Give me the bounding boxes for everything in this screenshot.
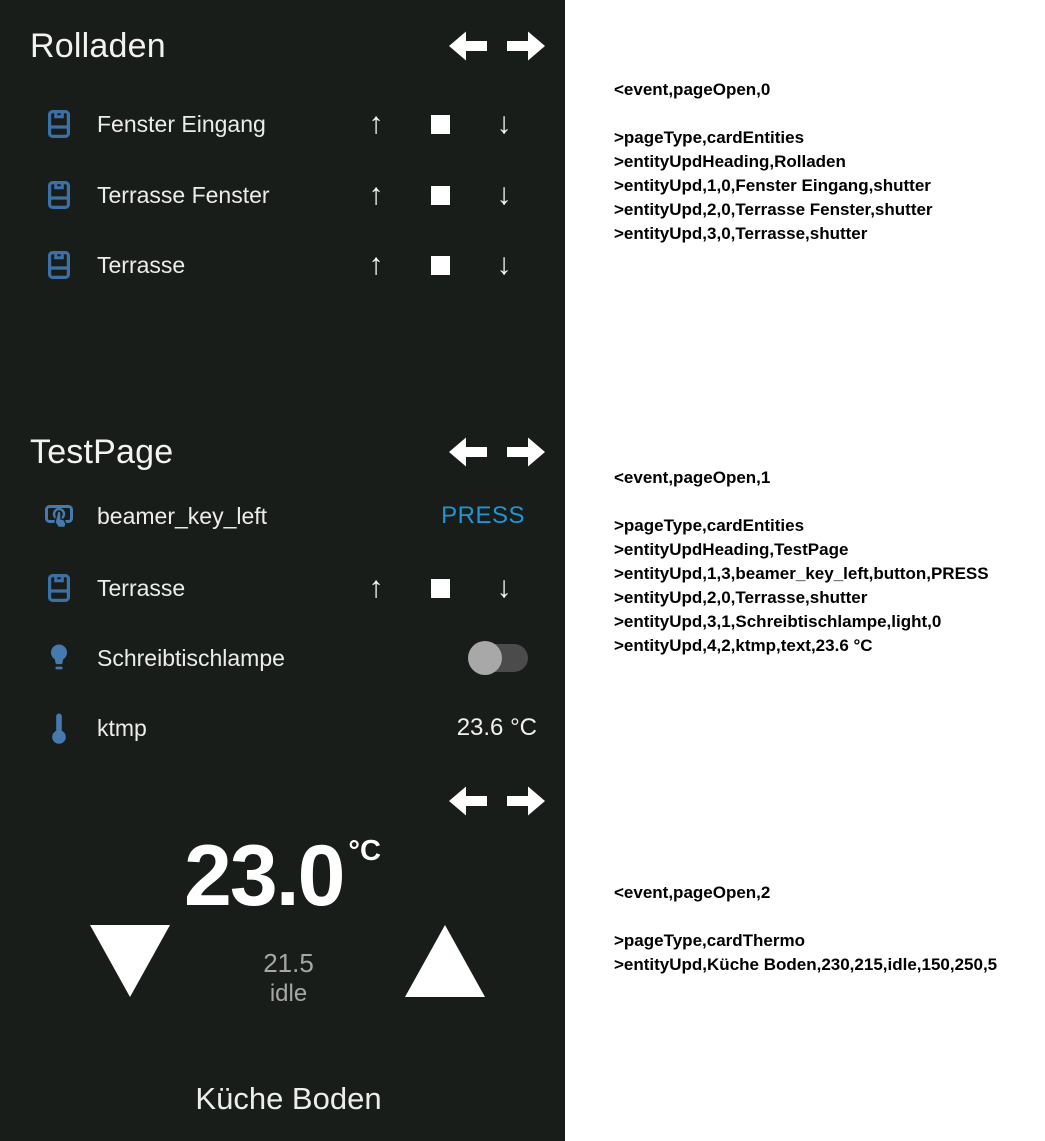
tap-button-icon [45, 502, 73, 530]
card-thermo-kueche-boden [0, 765, 565, 1141]
next-page-button[interactable] [507, 31, 545, 61]
shutter-stop-button[interactable] [426, 256, 454, 275]
sensor-value: 23.6 °C [456, 714, 537, 741]
next-page-button[interactable] [507, 786, 545, 816]
hvac-state: idle [269, 980, 308, 1007]
log-blank-line [614, 905, 997, 929]
shutter-icon [45, 109, 73, 139]
prev-page-button[interactable] [449, 786, 487, 816]
log-line: >entityUpd,1,0,Fenster Eingang,shutter [614, 176, 931, 195]
shutter-controls [362, 180, 518, 210]
card-header [30, 430, 545, 474]
entity-row [0, 171, 565, 219]
prev-page-button[interactable] [449, 437, 487, 467]
entity-row [0, 241, 565, 289]
temperature-unit: °C [348, 835, 381, 867]
page-nav [449, 786, 545, 816]
log-line: >entityUpd,4,2,ktmp,text,23.6 °C [614, 636, 873, 655]
page-nav [449, 31, 545, 61]
log-line: >entityUpd,1,3,beamer_key_left,button,PRESS [614, 564, 989, 583]
log-event-line: <event,pageOpen,1 [614, 468, 771, 487]
shutter-up-button[interactable]: ↑ [368, 107, 384, 140]
entity-label: beamer_key_left [97, 502, 268, 529]
shutter-icon [45, 573, 73, 603]
stop-icon [431, 579, 450, 598]
card-header [30, 24, 545, 68]
card-entities-rolladen [0, 0, 565, 410]
entity-label: Terrasse [97, 574, 186, 601]
current-temperature [0, 828, 565, 924]
log-line: >entityUpd,3,0,Terrasse,shutter [614, 224, 868, 243]
log-line: >entityUpd,2,0,Terrasse,shutter [614, 588, 868, 607]
stop-icon [431, 186, 450, 205]
entity-label: Schreibtischlampe [97, 644, 285, 671]
log-line: >pageType,cardEntities [614, 128, 805, 147]
entity-row [0, 100, 565, 148]
log-line: >entityUpd,2,0,Terrasse Fenster,shutter [614, 200, 933, 219]
shutter-down-button[interactable]: ↓ [496, 178, 512, 211]
page-title: TestPage [30, 432, 174, 471]
toggle-knob [468, 641, 502, 675]
page-nav [449, 437, 545, 467]
current-temperature-value: 23.0 [184, 828, 344, 924]
thermometer-icon [45, 712, 73, 744]
log-line: >entityUpdHeading,Rolladen [614, 152, 846, 171]
log-line: >pageType,cardEntities [614, 516, 805, 535]
shutter-controls [362, 109, 518, 139]
log-block-page1 [614, 466, 989, 658]
lightbulb-icon [45, 643, 73, 673]
log-event-line: <event,pageOpen,0 [614, 80, 771, 99]
target-temperature: 21.5 [263, 948, 314, 978]
press-button[interactable]: PRESS [441, 502, 525, 529]
shutter-icon [45, 250, 73, 280]
shutter-stop-button[interactable] [426, 115, 454, 134]
shutter-down-button[interactable]: ↓ [496, 248, 512, 281]
log-block-page2 [614, 881, 997, 977]
thermostat-title: Küche Boden [195, 1081, 382, 1116]
log-line: >entityUpd,Küche Boden,230,215,idle,150,250,5 [614, 955, 998, 974]
prev-page-button[interactable] [449, 31, 487, 61]
card-entities-testpage [0, 410, 565, 765]
entity-row [0, 634, 565, 682]
shutter-controls [362, 250, 518, 280]
log-line: >entityUpdHeading,TestPage [614, 540, 849, 559]
light-toggle[interactable] [468, 641, 528, 675]
shutter-stop-button[interactable] [426, 579, 454, 598]
shutter-up-button[interactable]: ↑ [368, 571, 384, 604]
log-line: >entityUpd,3,1,Schreibtischlampe,light,0 [614, 612, 942, 631]
next-page-button[interactable] [507, 437, 545, 467]
log-line: >pageType,cardThermo [614, 931, 805, 950]
log-block-page0 [614, 78, 933, 246]
log-blank-line [614, 490, 989, 514]
entity-row [0, 564, 565, 612]
shutter-icon [45, 180, 73, 210]
shutter-stop-button[interactable] [426, 186, 454, 205]
entity-row [0, 492, 565, 540]
shutter-down-button[interactable]: ↓ [496, 107, 512, 140]
log-blank-line [614, 102, 933, 126]
entity-label: Terrasse [97, 251, 186, 278]
entity-row [0, 704, 565, 752]
shutter-down-button[interactable]: ↓ [496, 571, 512, 604]
stop-icon [431, 256, 450, 275]
entity-label: ktmp [97, 714, 147, 741]
shutter-controls [362, 573, 518, 603]
shutter-up-button[interactable]: ↑ [368, 248, 384, 281]
entity-label: Fenster Eingang [97, 110, 266, 137]
page-title: Rolladen [30, 26, 166, 65]
log-event-line: <event,pageOpen,2 [614, 883, 771, 902]
stop-icon [431, 115, 450, 134]
entity-label: Terrasse Fenster [97, 181, 270, 208]
shutter-up-button[interactable]: ↑ [368, 178, 384, 211]
